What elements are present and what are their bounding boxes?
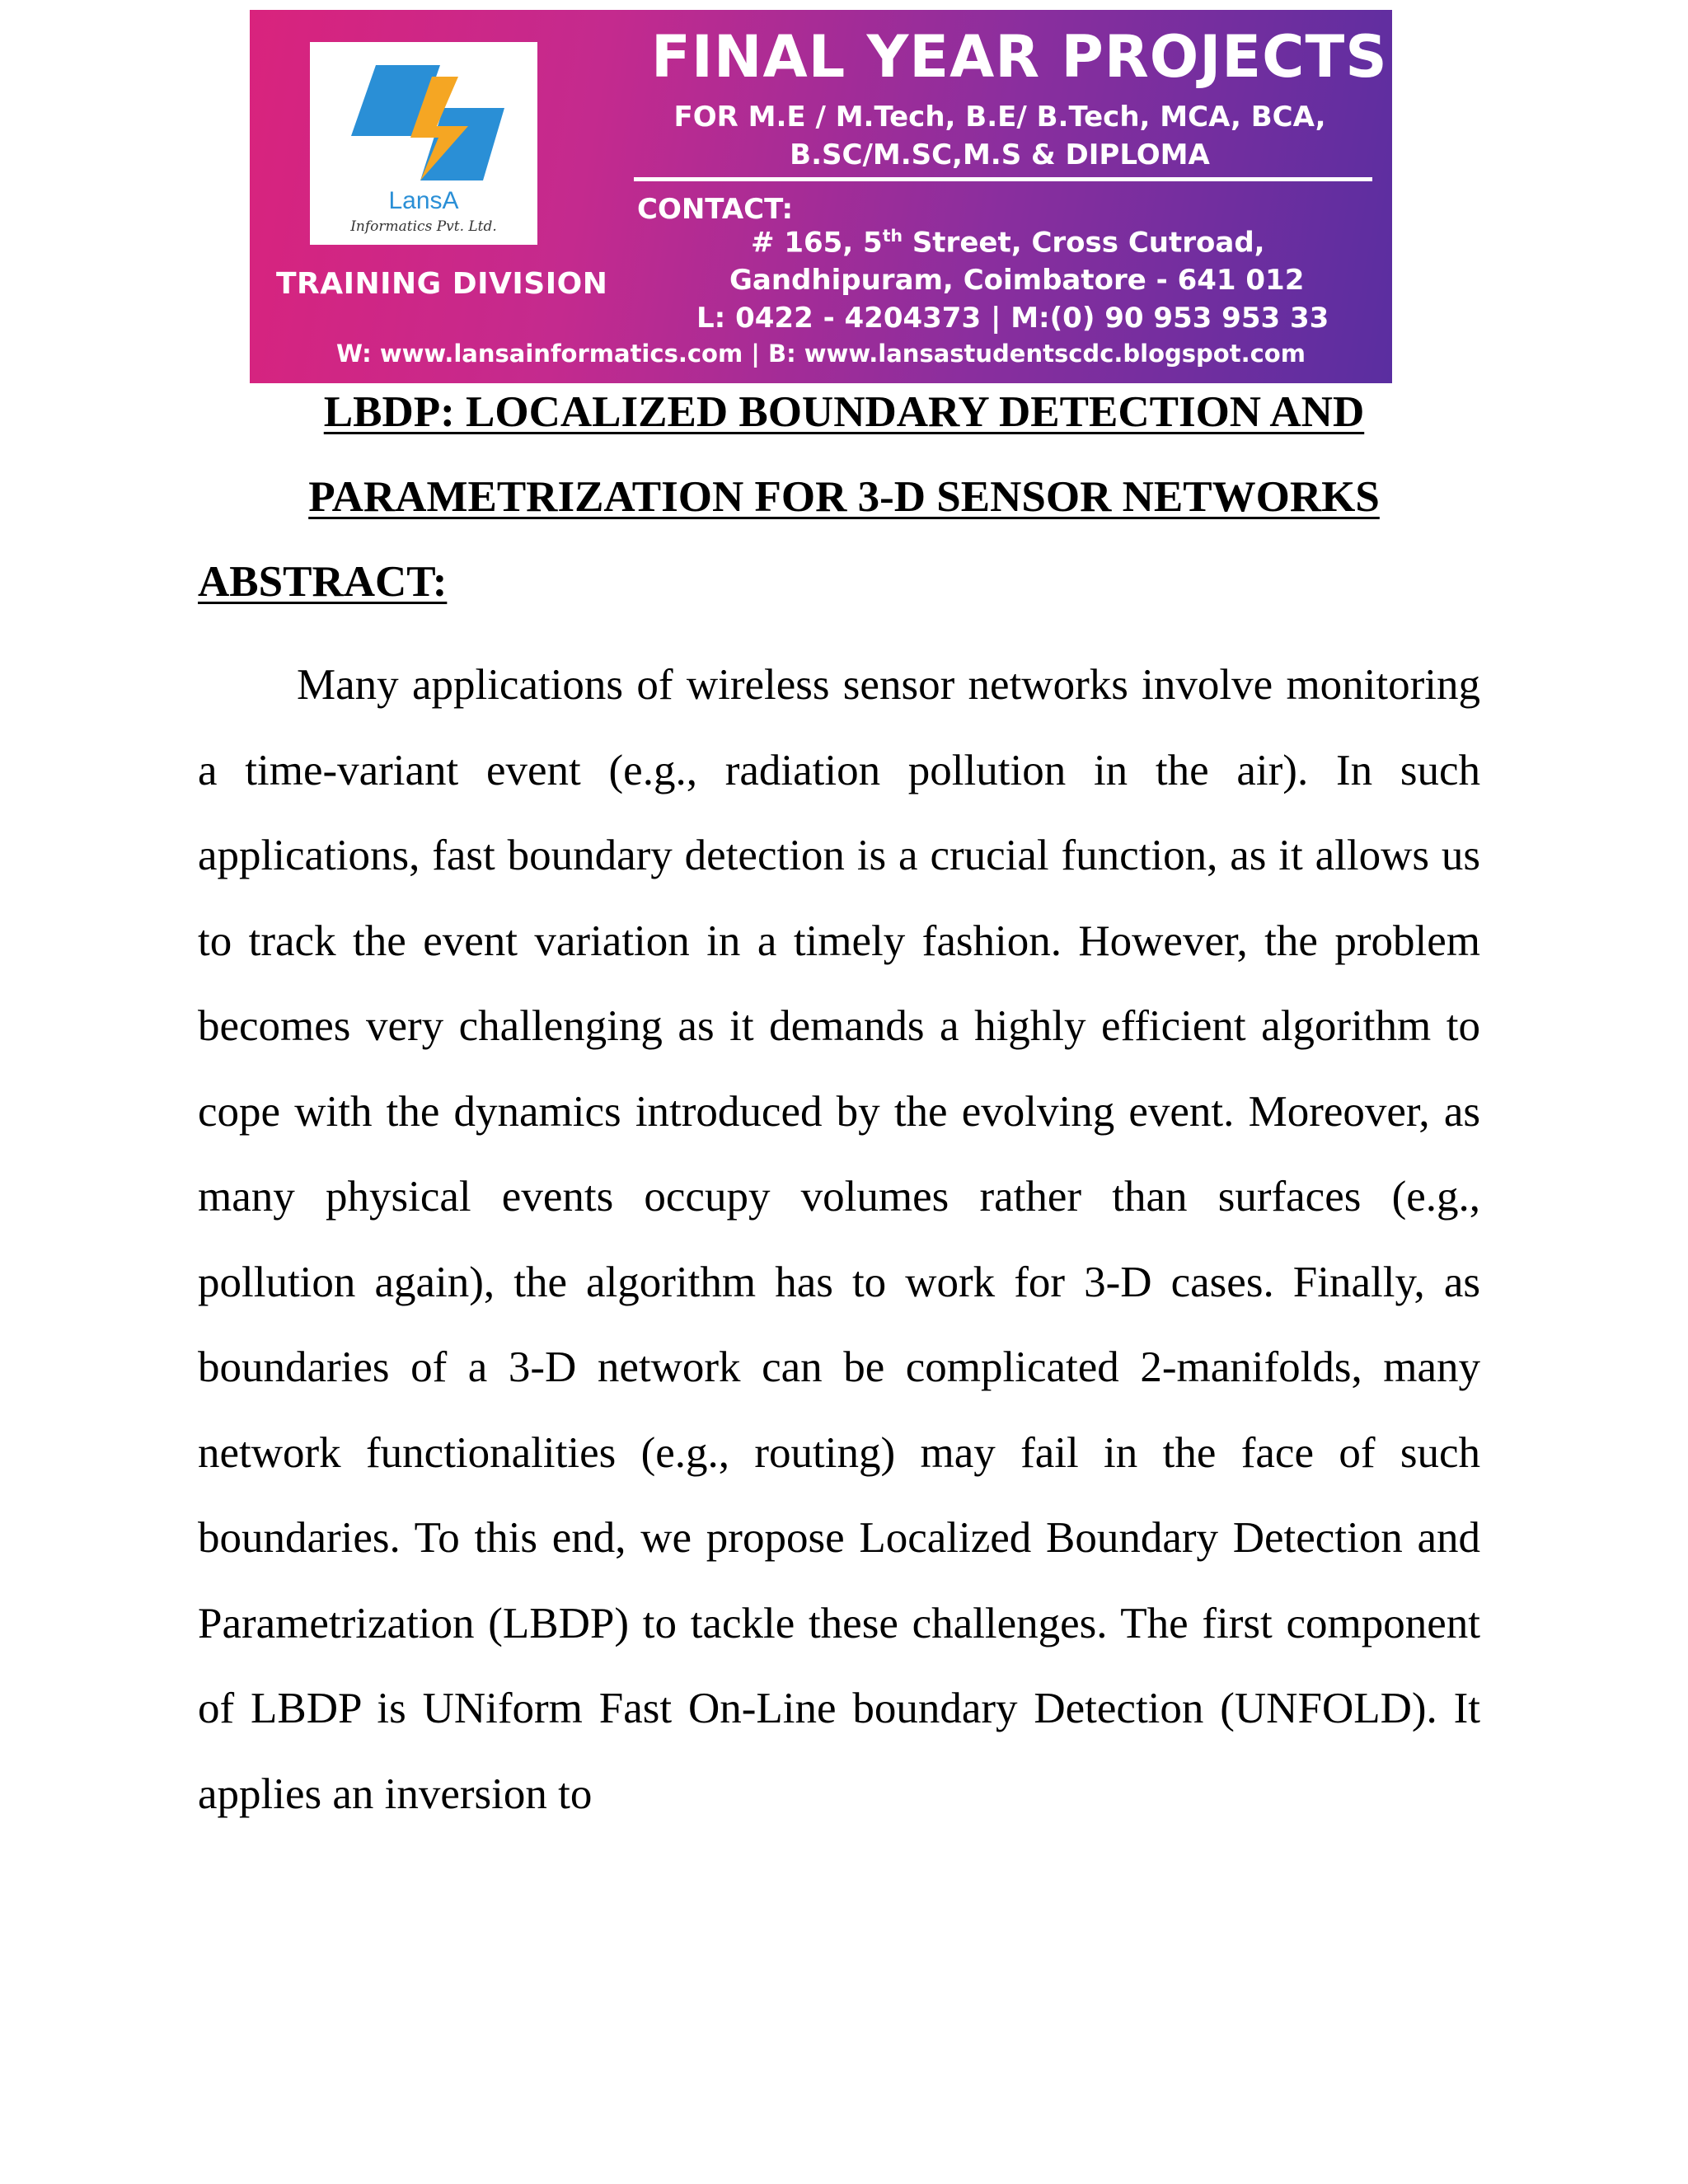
address-line-2: Gandhipuram, Coimbatore - 641 012 [729,264,1305,297]
training-division-label: TRAINING DIVISION [276,267,608,301]
website-line: W: www.lansainformatics.com | B: www.lansastudentscdc.blogspot.com [336,340,1306,368]
banner-divider [634,177,1372,181]
document-title-line-2: PARAMETRIZATION FOR 3-D SENSOR NETWORKS [308,473,1380,521]
banner-heading: FINAL YEAR PROJECTS [651,23,1388,91]
phone-line: L: 0422 - 4204373 | M:(0) 90 953 953 33 [696,302,1329,335]
company-logo [310,42,537,245]
contact-label: CONTACT: [637,193,794,226]
courses-line-2: B.SC/M.SC,M.S & DIPLOMA [790,138,1210,171]
logo-subtitle: Informatics Pvt. Ltd. [350,218,497,235]
abstract-paragraph: Many applications of wireless sensor networks involve monitoring a time-variant event (e.g., radiation pollution in the air). In such applications, fast boundary detection is a crucial function, as it allows us to track the event variation in a timely fashion. However, the problem becomes very challenging as it demands a highly efficient algorithm to cope with the dynamics introduced by the evolving event. Moreover, as many physical events occupy volumes rather than surfaces (e.g., pollution again), the algorithm has to work for 3-D cases. Finally, as boundaries of a 3-D network can be complicated 2-manifolds, many network functionalities (e.g., routing) may fail in the face of such boundaries. To this end, we propose Localized Boundary Detection and Parametrization (LBDP) to tackle these challenges. The first component of LBDP is UNiform Fast On-Line boundary Detection (UNFOLD). It applies an inversion to [198,661,1480,1818]
address-line-1: # 165, 5th Street, Cross Cutroad, [751,226,1265,260]
logo-name: LansA [388,187,459,214]
header-banner [250,10,1392,383]
abstract-heading: ABSTRACT: [198,558,448,606]
lansa-logo-icon [335,57,513,189]
document-title-line-1: LBDP: LOCALIZED BOUNDARY DETECTION AND [323,388,1365,436]
courses-line-1: FOR M.E / M.Tech, B.E/ B.Tech, MCA, BCA, [673,101,1326,134]
